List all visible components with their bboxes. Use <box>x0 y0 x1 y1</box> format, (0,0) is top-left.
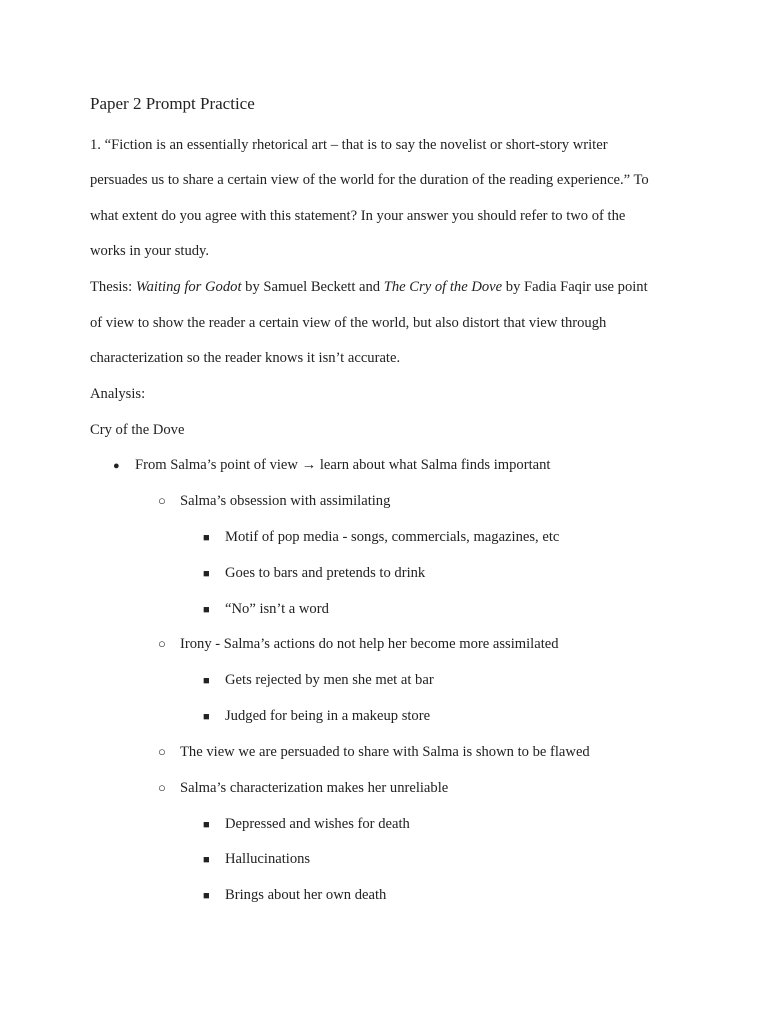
outline-item-text: Irony - Salma’s actions do not help her become more assimilated <box>180 636 559 652</box>
document-title: Paper 2 Prompt Practice <box>90 94 255 113</box>
outline-item-text: Salma’s obsession with assimilating <box>180 493 391 509</box>
hollow-circle-bullet-icon: ○ <box>158 636 166 651</box>
thesis-line-2: of view to show the reader a certain view of the world, but also distort that view through <box>90 315 607 331</box>
outline-item-text: Goes to bars and pretends to drink <box>225 565 426 581</box>
outline-item-text: “No” isn’t a word <box>225 601 329 617</box>
outline-item-text: Salma’s characterization makes her unreliable <box>180 780 449 796</box>
hollow-circle-bullet-icon: ○ <box>158 744 166 759</box>
thesis-text-mid-2: by Fadia Faqir use point <box>502 279 648 295</box>
square-bullet-icon: ■ <box>203 711 210 723</box>
square-bullet-icon: ■ <box>203 604 210 616</box>
square-bullet-icon: ■ <box>203 675 210 687</box>
work-title-cry-of-the-dove: The Cry of the Dove <box>383 279 503 295</box>
hollow-circle-bullet-icon: ○ <box>158 493 166 508</box>
outline-item-text: Depressed and wishes for death <box>225 816 410 832</box>
filled-circle-bullet-icon: ● <box>113 460 120 472</box>
thesis-line-3: characterization so the reader knows it isn’t accurate. <box>90 350 401 366</box>
prompt-line-1: 1. “Fiction is an essentially rhetorical art – that is to say the novelist or short-story writer <box>90 137 608 153</box>
section-heading: Cry of the Dove <box>90 422 185 438</box>
prompt-line-4: works in your study. <box>90 243 210 259</box>
square-bullet-icon: ■ <box>203 854 210 866</box>
outline-item-text: The view we are persuaded to share with Salma is shown to be flawed <box>180 744 590 760</box>
outline-item-text: Gets rejected by men she met at bar <box>225 672 434 688</box>
outline-item-text: Motif of pop media - songs, commercials, magazines, etc <box>225 529 560 545</box>
analysis-label: Analysis: <box>90 386 146 402</box>
thesis-line-1 <box>90 278 648 296</box>
square-bullet-icon: ■ <box>203 819 210 831</box>
prompt-line-2: persuades us to share a certain view of the world for the duration of the reading experience.” To <box>90 172 649 188</box>
hollow-circle-bullet-icon: ○ <box>158 780 166 795</box>
prompt-line-3: what extent do you agree with this statement? In your answer you should refer to two of the <box>90 208 626 224</box>
work-title-godot: Waiting for Godot <box>135 279 242 295</box>
outline-item-text: Brings about her own death <box>225 887 387 903</box>
thesis-text-mid-1: by Samuel Beckett and <box>241 279 384 295</box>
thesis-label: Thesis: <box>90 279 136 295</box>
outline-item-text: Judged for being in a makeup store <box>225 708 431 724</box>
outline-item-text: From Salma’s point of view → learn about what Salma finds important <box>135 457 551 473</box>
square-bullet-icon: ■ <box>203 890 210 902</box>
square-bullet-icon: ■ <box>203 532 210 544</box>
outline-item-text: Hallucinations <box>225 851 311 867</box>
square-bullet-icon: ■ <box>203 568 210 580</box>
